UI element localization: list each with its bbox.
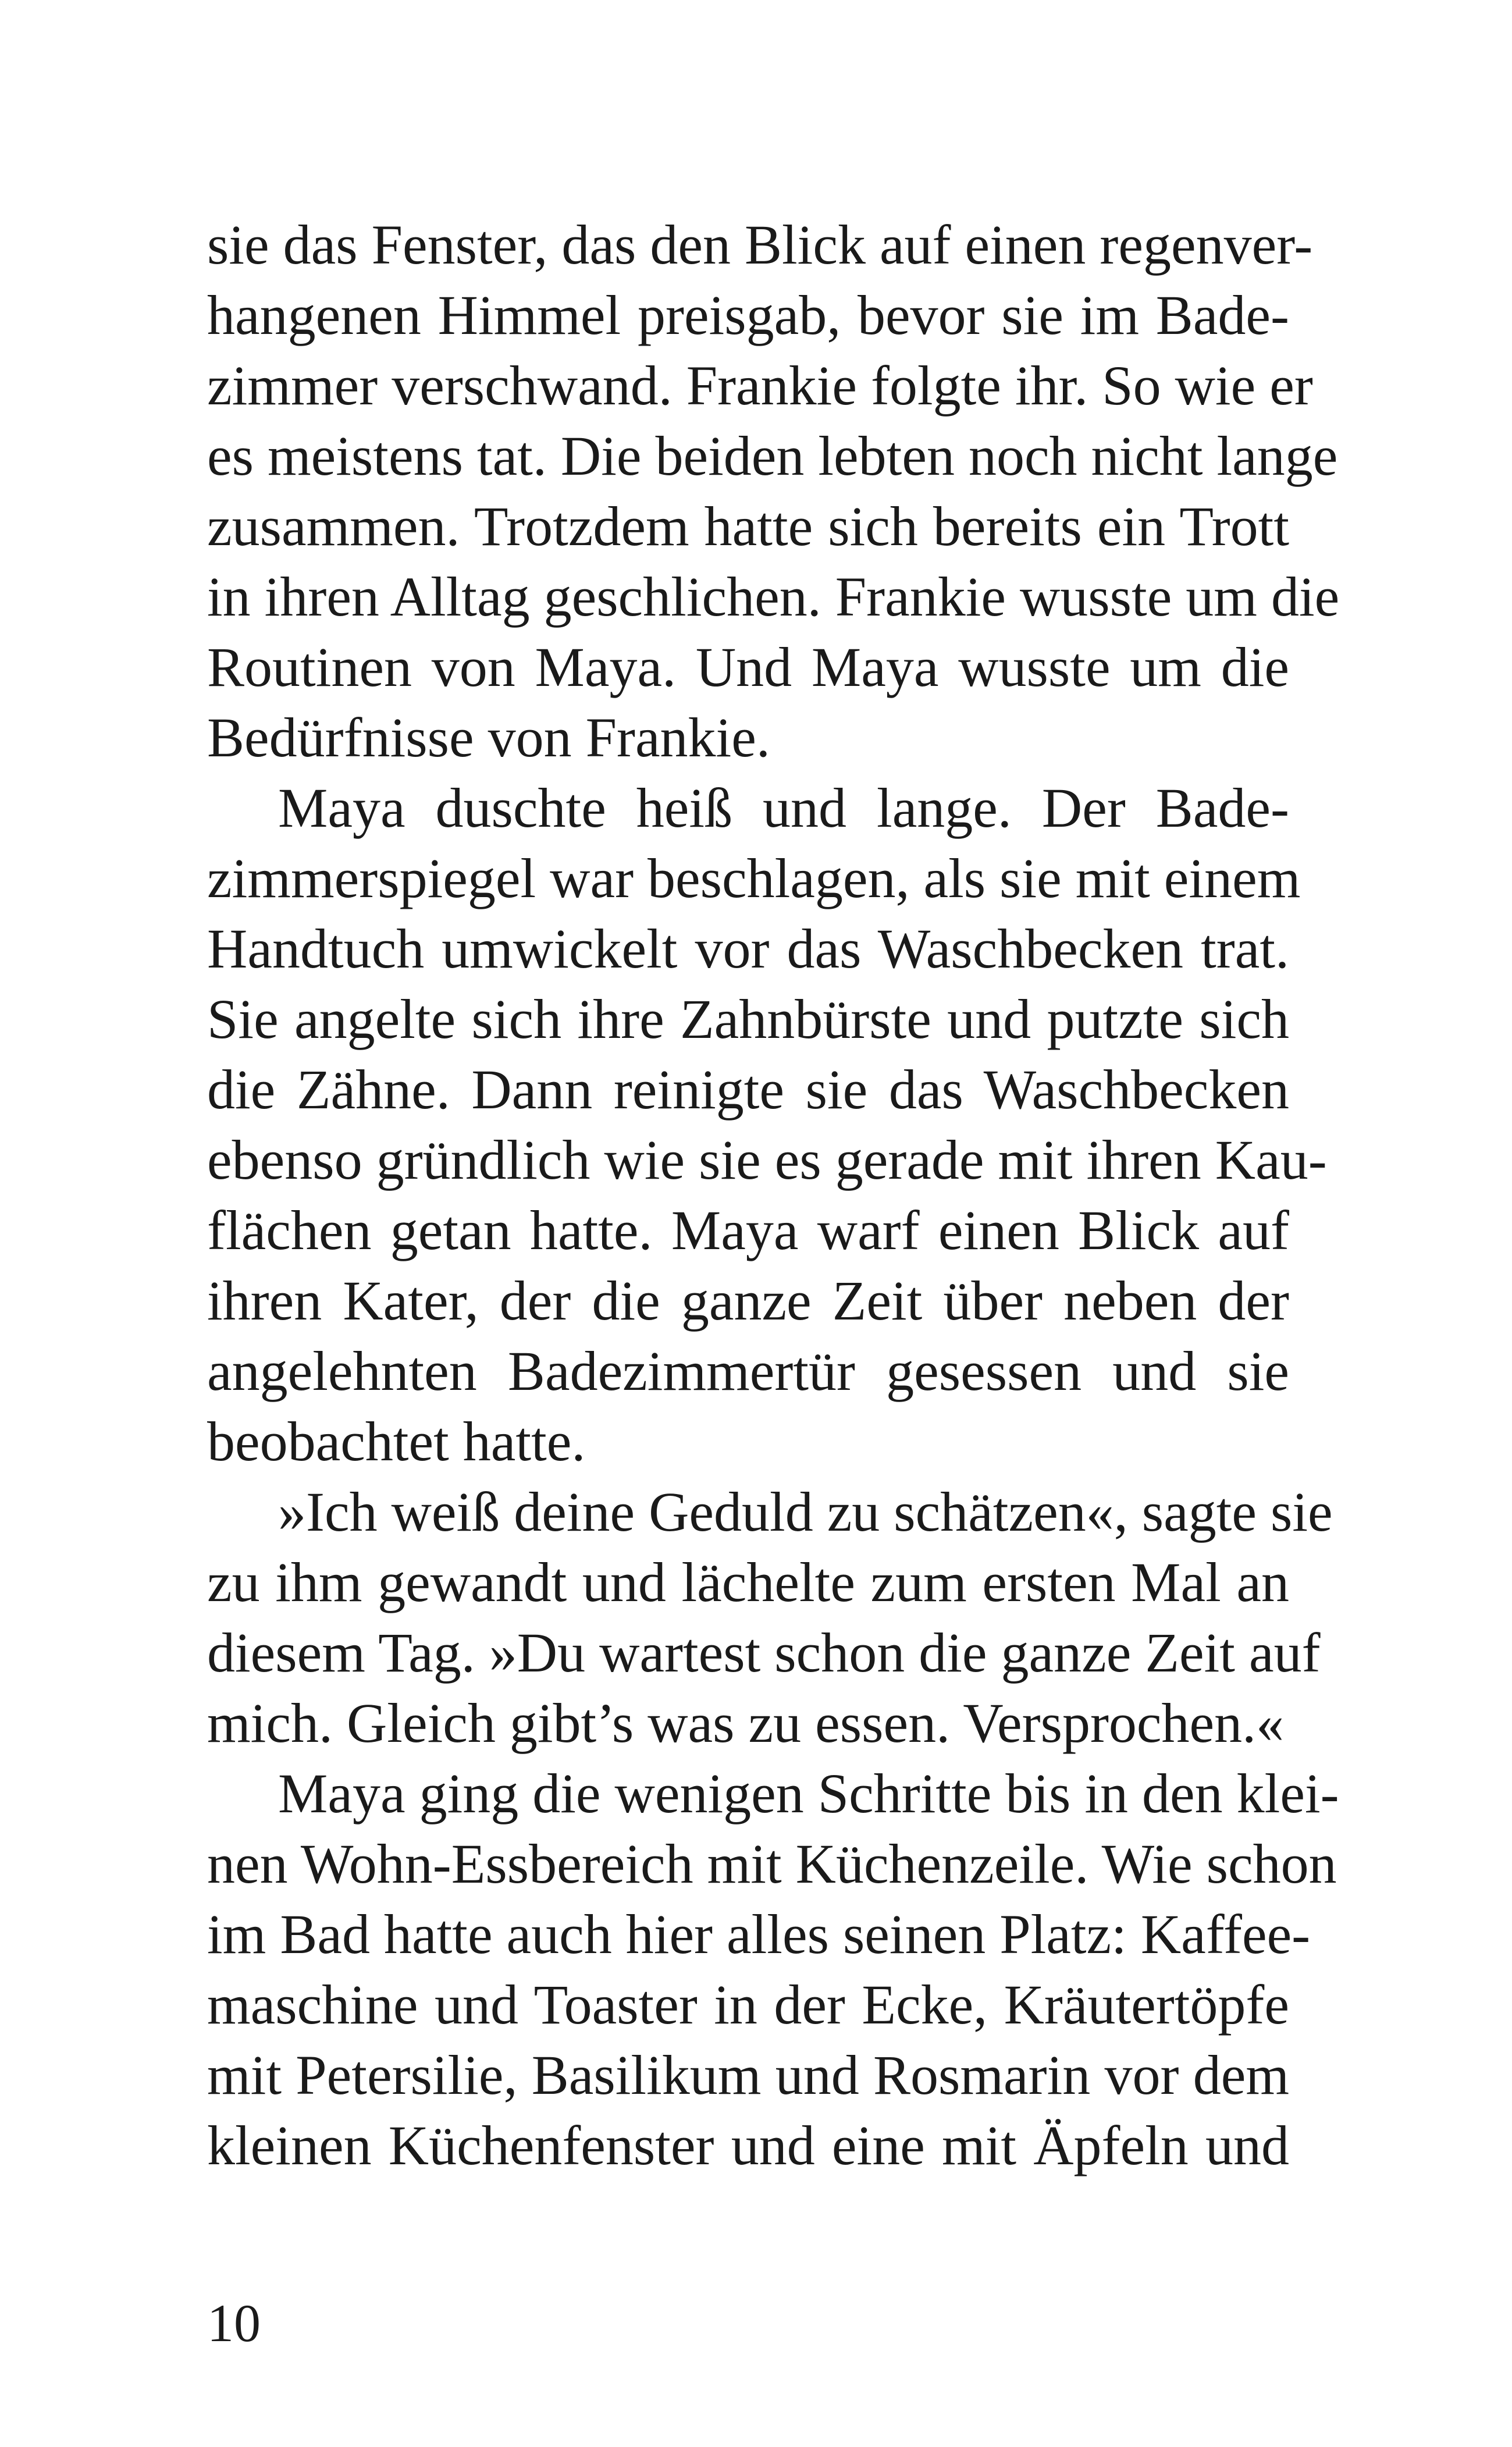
text-line: zimmer verschwand. Frankie folgte ihr. So wie er [207, 354, 1313, 417]
text-line: Bedürfnisse von Frankie. [207, 706, 770, 769]
text-line: es meistens tat. Die beiden lebten noch nicht lange [207, 425, 1338, 487]
text-line: flächen getan hatte. Maya warf einen Blick auf [207, 1199, 1289, 1261]
text-line: diesem Tag. »Du wartest schon die ganze Zeit auf [207, 1621, 1321, 1684]
text-line: Routinen von Maya. Und Maya wusste um die [207, 636, 1289, 698]
text-line: Sie angelte sich ihre Zahnbürste und putzte sich [207, 988, 1289, 1050]
body-text [207, 209, 1340, 2181]
text-line: im Bad hatte auch hier alles seinen Platz: Kaffee- [207, 1903, 1311, 1965]
text-line: sie das Fenster, das den Blick auf einen regenver- [207, 214, 1313, 276]
text-line: »Ich weiß deine Geduld zu schätzen«, sagte sie [278, 1481, 1333, 1543]
text-line: hangenen Himmel preisgab, bevor sie im Bade- [207, 284, 1289, 346]
text-line: zu ihm gewandt und lächelte zum ersten Mal an [207, 1551, 1289, 1613]
page-number: 10 [207, 2293, 261, 2353]
text-line: beobachtet hatte. [207, 1410, 586, 1473]
text-line: ihren Kater, der die ganze Zeit über neben der [207, 1269, 1289, 1332]
text-line: in ihren Alltag geschlichen. Frankie wusste um die [207, 565, 1340, 628]
text-line: Handtuch umwickelt vor das Waschbecken trat. [207, 917, 1289, 980]
text-line: Maya duschte heiß und lange. Der Bade- [278, 777, 1289, 839]
text-line: zimmerspiegel war beschlagen, als sie mit einem [207, 847, 1301, 909]
text-line: maschine und Toaster in der Ecke, Kräutertöpfe [207, 1973, 1289, 2036]
text-line: die Zähne. Dann reinigte sie das Waschbecken [207, 1058, 1289, 1121]
text-line: mich. Gleich gibt’s was zu essen. Versprochen.« [207, 1692, 1285, 1754]
text-line: mit Petersilie, Basilikum und Rosmarin vor dem [207, 2044, 1289, 2106]
text-line: kleinen Küchenfenster und eine mit Äpfeln und [207, 2114, 1289, 2176]
text-line: Maya ging die wenigen Schritte bis in den klei- [278, 1762, 1339, 1824]
text-line: ebenso gründlich wie sie es gerade mit ihren Kau- [207, 1129, 1327, 1191]
text-line: zusammen. Trotzdem hatte sich bereits ein Trott [207, 495, 1289, 557]
text-line: angelehnten Badezimmertür gesessen und sie [207, 1340, 1289, 1402]
text-line: nen Wohn-Essbereich mit Küchenzeile. Wie schon [207, 1833, 1337, 1895]
